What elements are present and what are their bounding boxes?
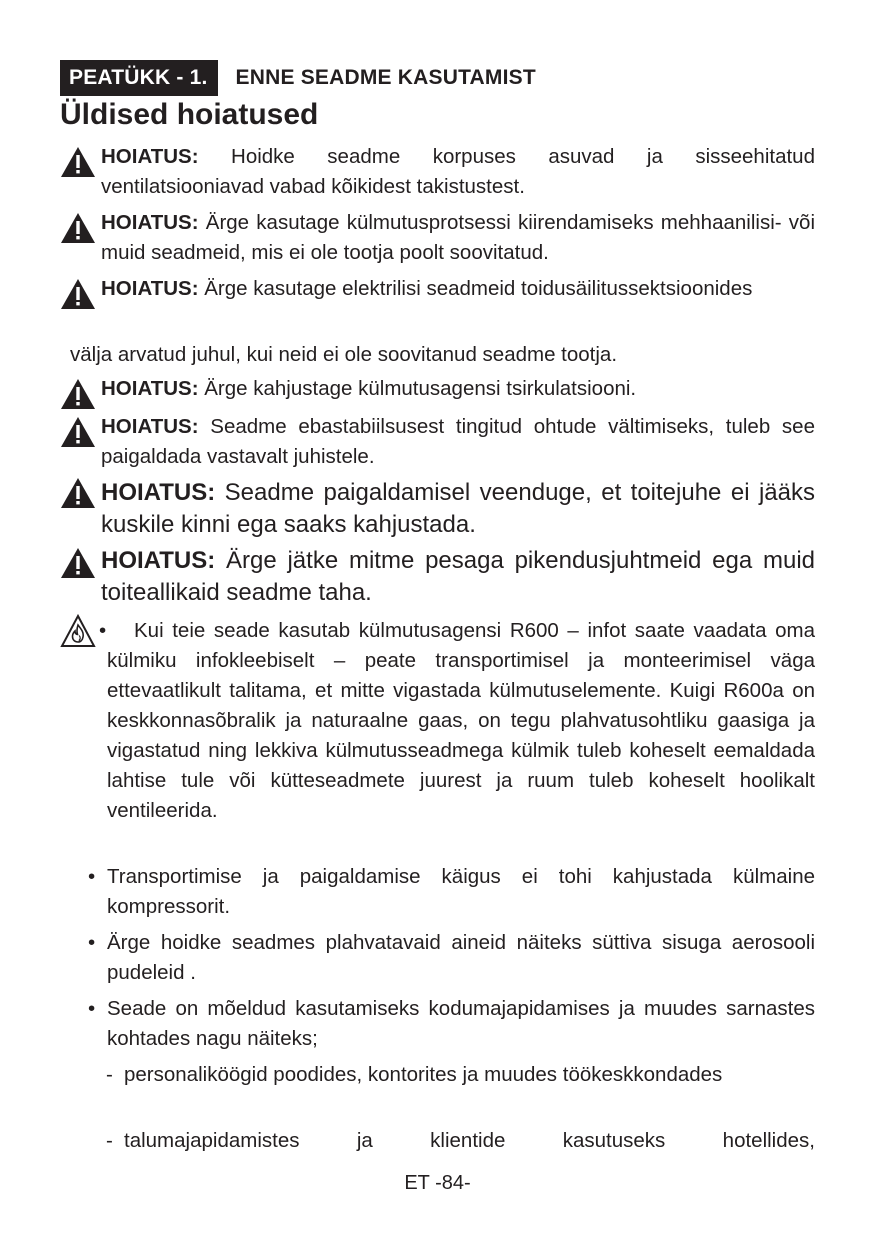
bullet-marker: • xyxy=(88,997,96,1020)
warning-triangle-icon xyxy=(60,416,96,448)
warning-item xyxy=(60,545,815,609)
sub-list-text: personaliköögid poodides, kontorites ja muudes töökeskkondades xyxy=(124,1063,723,1086)
warning-label: HOIATUS: xyxy=(101,547,216,574)
chapter-header xyxy=(60,60,536,96)
warning-label: HOIATUS: xyxy=(101,377,199,400)
warning-item xyxy=(60,412,815,472)
warning-triangle-icon xyxy=(60,477,96,509)
warning-item xyxy=(60,208,815,268)
warning-label: HOIATUS: xyxy=(101,211,199,234)
sub-list-text: talumajapidamistes ja klientide kasutuseks hotellides, xyxy=(124,1129,815,1152)
warning-text: Ärge jätke mitme pesaga pikendusjuhtmeid ega muid toiteallikaid seadme taha. xyxy=(101,547,815,606)
warning-item xyxy=(60,142,815,202)
warning-label: HOIATUS: xyxy=(101,145,199,168)
bullet-marker: • xyxy=(99,619,107,642)
warning-triangle-icon xyxy=(60,547,96,579)
sub-list-item xyxy=(106,1060,815,1090)
warning-item xyxy=(60,274,815,304)
warning-item xyxy=(60,374,815,404)
chapter-title: ENNE SEADME KASUTAMIST xyxy=(235,66,536,89)
dash-marker: - xyxy=(106,1129,113,1152)
bullet-text: Seade on mõeldud kasutamiseks kodumajapidamises ja muudes sarnastes kohtades nagu näiteks; xyxy=(107,997,815,1050)
section-title: Üldised hoiatused xyxy=(60,98,319,131)
warning-label: HOIATUS: xyxy=(101,415,199,438)
bullet-item xyxy=(88,616,815,826)
bullet-marker: • xyxy=(88,865,96,888)
bullet-item xyxy=(88,928,815,988)
warning-text: Ärge kasutage külmutusprotsessi kiirendamiseks mehhaanilisi- või muid seadmeid, mis ei ole tootja poolt soovitatud. xyxy=(101,211,815,264)
bullet-marker: • xyxy=(88,931,96,954)
bullet-item xyxy=(88,862,815,922)
continuation-text: välja arvatud juhul, kui neid ei ole soovitanud seadme tootja. xyxy=(70,343,618,366)
warning-label: HOIATUS: xyxy=(101,277,199,300)
bullet-text: Ärge hoidke seadmes plahvatavaid aineid näiteks süttiva sisuga aerosooli pudeleid . xyxy=(107,931,815,984)
warning-text: Seadme paigaldamisel veenduge, et toitejuhe ei jääks kuskile kinni ega saaks kahjustada. xyxy=(101,479,815,538)
dash-marker: - xyxy=(106,1063,113,1086)
bullet-item xyxy=(88,994,815,1054)
bullet-text: Kui teie seade kasutab külmutusagensi R600 – infot saate vaadata oma külmiku infokleebiselt – peate transportimisel ja monteerimisel väga ettevaatlikult talitama, et mitte vigastada külmutuselemente. Kuigi R600a on keskkonnasõbralik ja naturaalne gaas, on tegu plahvatusohtliku gaasiga ja vigastatud ning lekkiva külmutusseadmega külmik tuleb koheselt eemaldada lahtise tule või kütteseadmete juurest ja ruum tuleb koheselt hoolikalt ventileerida. xyxy=(107,619,815,822)
warning-triangle-icon xyxy=(60,378,96,410)
warning-item xyxy=(60,477,815,541)
warning-text: Hoidke seadme korpuses asuvad ja sisseehitatud ventilatsiooniavad vabad kõikidest takistustest. xyxy=(101,145,815,198)
warning-triangle-icon xyxy=(60,146,96,178)
warning-text: Ärge kasutage elektrilisi seadmeid toidusäilitussektsioonides xyxy=(198,277,753,300)
page-number: ET -84- xyxy=(404,1172,471,1194)
warning-label: HOIATUS: xyxy=(101,479,216,506)
warning-triangle-icon xyxy=(60,212,96,244)
warning-text: Seadme ebastabiilsusest tingitud ohtude vältimiseks, tuleb see paigaldada vastavalt juhistele. xyxy=(101,415,815,468)
chapter-badge: PEATÜKK - 1. xyxy=(60,60,218,96)
warning-text: Ärge kahjustage külmutusagensi tsirkulatsiooni. xyxy=(198,377,637,400)
bullet-text: Transportimise ja paigaldamise käigus ei tohi kahjustada külmaine kompressorit. xyxy=(107,865,815,918)
sub-list-item xyxy=(106,1126,815,1156)
warning-triangle-icon xyxy=(60,278,96,310)
